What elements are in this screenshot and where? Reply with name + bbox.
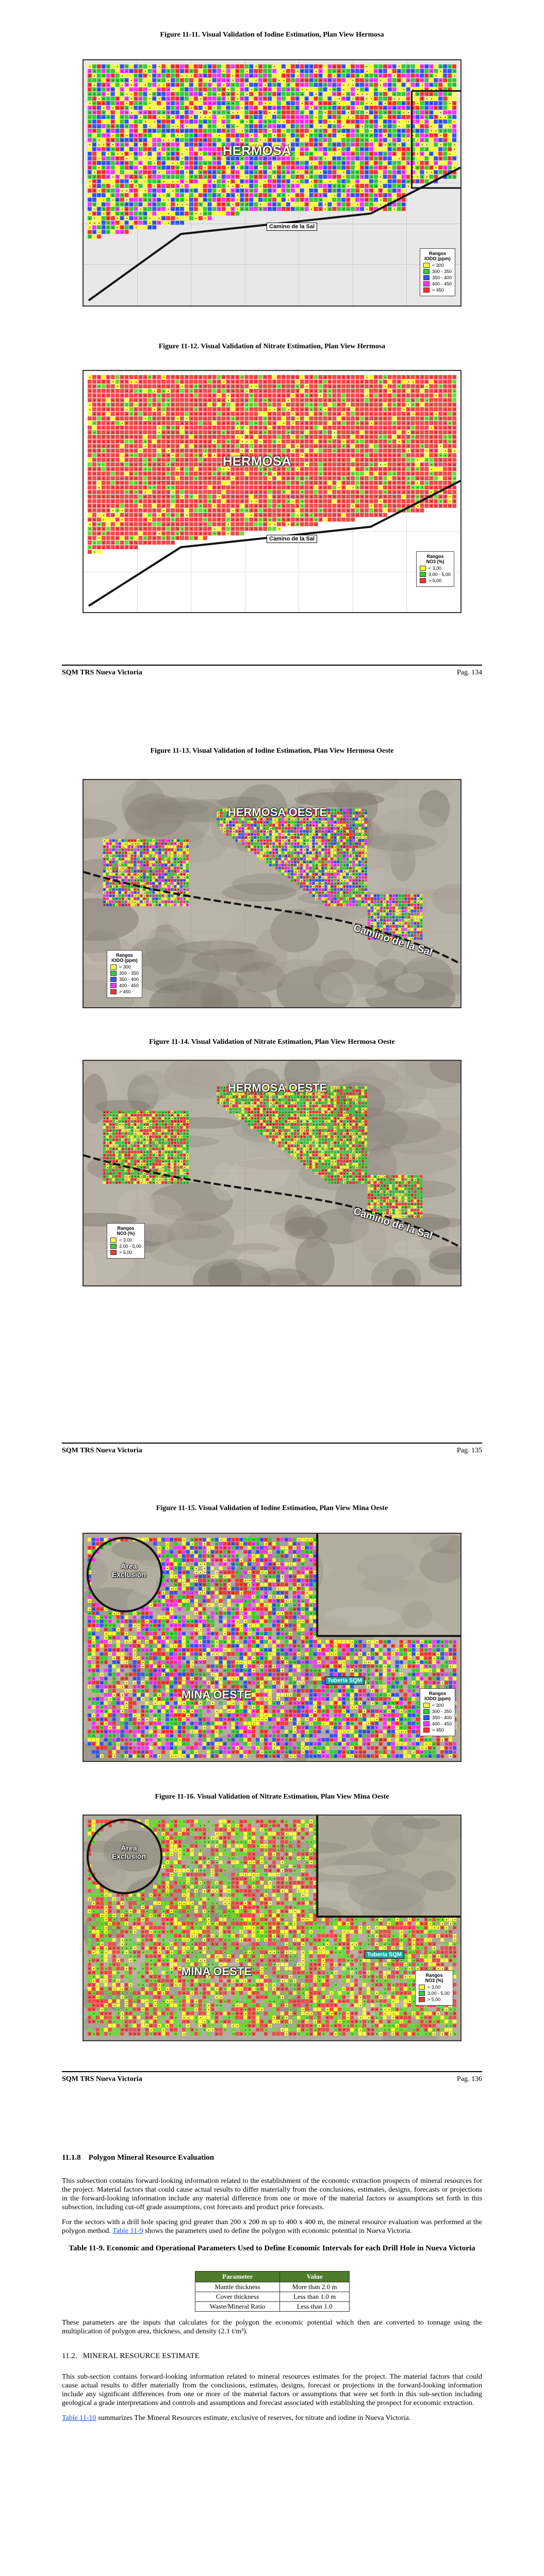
table-caption: Table 11-9. Economic and Operational Parameters Used to Define Economic Intervals for each Drill Hole in Nueva Victoria [62, 2244, 482, 2253]
legend-item [419, 1991, 450, 1996]
legend-item [420, 566, 451, 571]
area-label: MINA OESTE [182, 1965, 252, 1978]
legend-item [423, 281, 452, 286]
legend-swatch [420, 572, 426, 577]
legend-label: < 300 [119, 964, 131, 970]
legend-swatch [419, 1985, 425, 1990]
nitrate-map-mina-oeste [83, 1815, 461, 2041]
table-row [195, 2282, 350, 2292]
legend-label: 300 - 350 [432, 269, 452, 274]
legend [420, 248, 455, 296]
legend-item [110, 983, 139, 988]
legend-swatch [419, 1991, 425, 1996]
legend-item [423, 1709, 452, 1714]
page-number: Pag. 136 [457, 2075, 482, 2083]
legend-title: Rangos NO3 (%) [419, 1973, 450, 1983]
legend [415, 1970, 453, 2006]
legend-label: 3,00 - 5,00 [428, 572, 451, 577]
legend-title: Rangos NO3 (%) [110, 1226, 141, 1236]
legend-swatch [420, 566, 426, 571]
legend-label: 400 - 450 [432, 1721, 452, 1726]
road-label: Camino de la Sal [267, 535, 317, 543]
table-cell: Mantle thickness [195, 2282, 280, 2292]
legend-item [419, 1997, 450, 2002]
legend-item [110, 977, 139, 982]
legend-swatch [110, 977, 117, 982]
legend [416, 551, 454, 587]
legend-swatch [423, 275, 430, 280]
legend-item [110, 1244, 141, 1249]
legend-swatch [110, 1244, 117, 1249]
paragraph: This subsection contains forward-looking information related to the establishment of the economic extraction prospects of mineral resources for the project. Material factors that could cause actual results to differ materially from the conclusions, estimates, designs, forecasts or projections in the forward-looking information include any material difference from one or more of the material factors or assumptions set forth in this subsection, including cut-off grade assumptions, cost forecasts and product price forecasts. [62, 2177, 482, 2212]
iodine-map-hermosa [83, 59, 461, 307]
legend-label: > 450 [432, 1727, 444, 1733]
legend-label: 300 - 350 [432, 1709, 452, 1714]
legend-swatch [423, 1721, 430, 1726]
legend-item [423, 287, 452, 293]
legend-swatch [110, 1250, 117, 1255]
legend [107, 1223, 145, 1259]
legend [420, 1688, 455, 1736]
legend-label: 300 - 350 [119, 971, 139, 976]
legend-label: > 450 [432, 287, 444, 293]
map-canvas [84, 60, 460, 306]
table-header-row [195, 2272, 350, 2282]
exclusion-label: Área Exclusión [112, 1844, 146, 1860]
table-cell: Less than 1.0 m [280, 2292, 350, 2302]
pipe-label: Tubería SQM [325, 1676, 365, 1685]
page-footer [62, 2071, 482, 2083]
legend-swatch [423, 269, 430, 274]
legend-item [110, 1238, 141, 1243]
table-header: Value [280, 2272, 350, 2282]
legend-item [423, 275, 452, 280]
area-label: HERMOSA OESTE [228, 1081, 327, 1095]
footer-title: SQM TRS Nueva Victoria [62, 2075, 142, 2083]
paragraph-text: For the sectors with a drill hole spacing grid greater than 200 x 200 m up to 400 x 400 m, the mineral resource evaluation was performed at the polygon method. [62, 2218, 482, 2235]
legend-title: Rangos IODO (ppm) [423, 1691, 452, 1701]
iodine-map-hermosa-oeste [83, 779, 461, 1008]
paragraph-text: summarizes The Mineral Resources estimate, exclusive of reserves, for nitrate and iodine in Nueva Victoria. [96, 2414, 411, 2422]
page-footer [62, 665, 482, 677]
paragraph-text: shows the parameters used to define the polygon with economic potential in Nueva Victoria. [143, 2227, 412, 2235]
legend-label: 400 - 450 [119, 983, 139, 988]
exclusion-label: Área Exclusión [112, 1562, 146, 1579]
map-canvas [84, 371, 460, 612]
paragraph: This sub-section contains forward-looking information related to mineral resources estimates for the project. The material factors that could cause actual results to differ materially from the conclusions, estimates, designs, forecast or projections in the forward-looking information include any significant differences from one or more of the material factors or assumptions that were set forth in this sub-section including geological a grade interpretations and controls and assumptions and forecast associated with establishing the prospect for economic extraction. [62, 2372, 482, 2408]
legend-label: 400 - 450 [432, 281, 452, 286]
legend-label: > 5,00 [427, 1997, 440, 2002]
legend-label: < 300 [432, 1703, 444, 1708]
legend-swatch [423, 287, 430, 293]
paragraph [62, 2218, 482, 2235]
legend-swatch [423, 1703, 430, 1708]
legend-title: Rangos IODO (ppm) [110, 953, 139, 963]
road-label: Camino de la Sal [267, 223, 317, 231]
table-link[interactable]: Table 11-9 [112, 2227, 143, 2235]
figure-caption: Figure 11-12. Visual Validation of Nitrate Estimation, Plan View Hermosa [0, 343, 544, 351]
legend-swatch [423, 263, 430, 268]
legend-swatch [110, 964, 117, 970]
legend-item [420, 578, 451, 583]
paragraph: These parameters are the inputs that calculates for the polygon the economic potential which then are converted to tonnage using the multiplication of polygon area, thickness, and density (2.1 t/m³). [62, 2318, 482, 2336]
area-label: HERMOSA [223, 453, 291, 469]
legend-item [423, 1727, 452, 1733]
table-row [195, 2292, 350, 2302]
legend-swatch [423, 1715, 430, 1720]
nitrate-map-hermosa [83, 370, 461, 613]
figure-caption: Figure 11-13. Visual Validation of Iodine Estimation, Plan View Hermosa Oeste [0, 747, 544, 755]
legend-swatch [110, 971, 117, 976]
table-header: Parameter [195, 2272, 280, 2282]
legend-item [423, 1703, 452, 1708]
figure-caption: Figure 11-14. Visual Validation of Nitrate Estimation, Plan View Hermosa Oeste [0, 1038, 544, 1046]
section-heading: 11.2. MINERAL RESOURCE ESTIMATE [62, 2352, 200, 2361]
legend-swatch [110, 1238, 117, 1243]
page-footer [62, 1443, 482, 1455]
legend-item [420, 572, 451, 577]
nitrate-map-hermosa-oeste [83, 1060, 461, 1286]
table-cell: Waste/Mineral Ratio [195, 2302, 280, 2312]
table-cell: Less than 1.0 [280, 2302, 350, 2312]
footer-title: SQM TRS Nueva Victoria [62, 1447, 142, 1454]
iodine-map-mina-oeste [83, 1533, 461, 1762]
pipe-label: Tubería SQM [365, 1951, 404, 1959]
area-label: HERMOSA [223, 143, 291, 159]
legend-item [423, 263, 452, 268]
legend-swatch [423, 1709, 430, 1714]
page-number: Pag. 135 [457, 1447, 482, 1455]
legend-label: 350 - 400 [432, 1715, 452, 1720]
table-link[interactable]: Table 11-10 [62, 2414, 96, 2422]
legend-item [110, 1250, 141, 1255]
legend-label: > 450 [119, 989, 131, 994]
area-label: MINA OESTE [182, 1688, 252, 1702]
legend-label: < 300 [432, 263, 444, 268]
legend-item [423, 1721, 452, 1726]
figure-caption: Figure 11-16. Visual Validation of Nitrate Estimation, Plan View Mina Oeste [0, 1793, 544, 1801]
table-cell: Cover thickness [195, 2292, 280, 2302]
legend-label: 3,00 - 5,00 [427, 1991, 450, 1996]
legend-label: 350 - 400 [119, 977, 139, 982]
section-heading: 11.1.8 Polygon Mineral Resource Evaluation [62, 2154, 214, 2162]
legend-label: > 5,00 [428, 578, 441, 583]
legend-label: < 3,00 [428, 566, 441, 571]
legend-swatch [110, 989, 117, 994]
legend [107, 950, 142, 998]
legend-swatch [419, 1997, 425, 2002]
legend-item [419, 1985, 450, 1990]
legend-swatch [420, 578, 426, 583]
page-number: Pag. 134 [457, 669, 482, 677]
legend-title: Rangos IODO (ppm) [423, 251, 452, 261]
legend-label: 3,00 - 5,00 [119, 1244, 141, 1249]
legend-item [423, 1715, 452, 1720]
legend-item [110, 971, 139, 976]
figure-caption: Figure 11-15. Visual Validation of Iodine Estimation, Plan View Mina Oeste [0, 1504, 544, 1513]
legend-item [423, 269, 452, 274]
table-row [195, 2302, 350, 2312]
legend-label: > 5,00 [119, 1250, 132, 1255]
road-label: Camino de la Sal [352, 1206, 434, 1242]
area-label: HERMOSA OESTE [228, 806, 327, 819]
road-label: Camino de la Sal [352, 922, 434, 959]
paragraph [62, 2414, 482, 2422]
legend-item [110, 989, 139, 994]
parameters-table [195, 2271, 350, 2312]
legend-swatch [423, 1727, 430, 1733]
figure-caption: Figure 11-11. Visual Validation of Iodine Estimation, Plan View Hermosa [0, 31, 544, 39]
footer-title: SQM TRS Nueva Victoria [62, 669, 142, 676]
legend-swatch [110, 983, 117, 988]
table-cell: More than 2.0 m [280, 2282, 350, 2292]
legend-item [110, 964, 139, 970]
legend-label: < 3,00 [427, 1985, 440, 1990]
legend-label: < 3,00 [119, 1238, 132, 1243]
legend-label: 350 - 400 [432, 275, 452, 280]
legend-title: Rangos NO3 (%) [420, 554, 451, 564]
legend-swatch [423, 281, 430, 286]
